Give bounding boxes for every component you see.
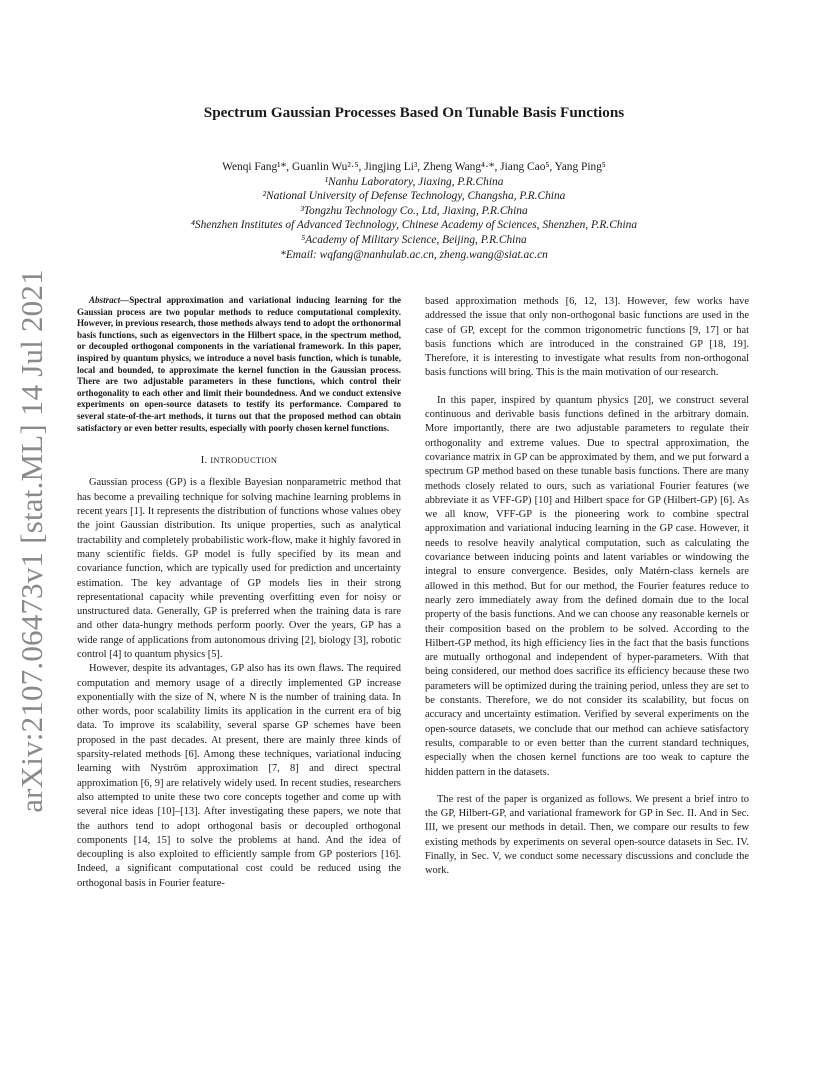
body-paragraph: The rest of the paper is organized as follows. We present a brief intro to the GP, Hilbert-GP, and variational framework for GP in Sec. II. And in Sec. III, we present our methods in detail. Then, we compare our results to few existing methods by experiments on several open-source datasets in Sec. IV. Finally, in Sec. V, we conduct some necessary discussions and conclude the work. — [425, 793, 749, 877]
section-heading-text: INTRODUCTION — [210, 456, 278, 466]
body-paragraph: In this paper, inspired by quantum physics [20], we construct several continuous and derivable basis functions defined in the arbitrary domain. More importantly, there are two adjustable parameters to regulate their orthogonality and extreme values. Due to spectral approximation, the covariance matrix in GP can be approximated by them, and we put forward a spectrum GP method based on these tunable basis functions. There are many methods closely related to ours, such as variational Fourier features (we abbreviate it as VFF-GP) [10] and Hilbert space for GP (Hilbert-GP) [6]. As we all know, VFF-GP is the pioneering work to combine spectral approximation and variational inducing learning in the GP case. However, it needs to resolve heavily analytical computation, such as calculating the covariance between inducing points and latent variables or windowing the integral to ensure convergence. Besides, only Matérn-class kernels are allowed in this method. But for our method, the Fourier features reduce to nearly zero immediately away from the defined domain due to the local property of the basis functions. And we can choose any reasonable kernels or their composition based on the problem to be solved. According to the Hilbert-GP method, its high efficiency lies in the fact that the basis functions are mutually orthogonal and independent of hyper-parameters. With that being considered, our method does sacrifice its efficiency because these two parameters will be optimized during the training period, unless they are set to be constants. Therefore, we do not consider its scalability, but focus on accuracy and uncertainty estimation. Verified by several experiments on the open-source datasets, we conclude that our method can achieve satisfactory results, comparable to or even better than the current standard techniques, especially when the chosen kernel functions are too weak to capture the hidden pattern in the datasets. — [425, 394, 749, 778]
contact-email: *Email: wqfang@nanhulab.ac.cn, zheng.wang@siat.ac.cn — [280, 248, 548, 261]
right-column — [425, 295, 749, 879]
affiliation-4: ⁴Shenzhen Institutes of Advanced Technology, Chinese Academy of Sciences, Shenzhen, P.R.China — [190, 219, 638, 232]
abstract-lead: Abstract — [89, 295, 121, 305]
intro-paragraph: Gaussian process (GP) is a flexible Bayesian nonparametric method that has become a prevailing technique for solving machine learning problems in recent years [1]. It represents the distribution of functions whose values obey the joint Gaussian distribution. Its unique properties, such as analytical tractability and completely probabilistic work-flow, make it highly favored in many scientific fields. GP model is fully specified by its mean and covariance function, which are typically used for prediction and uncertainty estimation. The key advantage of GP models lies in their strong representational capacity while preventing overfitting even for noisy or unstructured data. Generally, GP is preferred when the training data is rare and other data-hungry methods perform poorly. Over the years, GP has a wide range of applications from autonomous driving [2], biology [3], robotic control [4] to quantum physics [5]. — [77, 477, 401, 660]
affiliation-5: ⁵Academy of Military Science, Beijing, P.R.China — [301, 233, 527, 246]
paper-title: Spectrum Gaussian Processes Based On Tunable Basis Functions — [203, 104, 625, 121]
author-block — [0, 160, 828, 262]
affiliation-2: ²National University of Defense Technology, Changsha, P.R.China — [262, 190, 566, 203]
affiliation-3: ³Tongzhu Technology Co., Ltd, Jiaxing, P.R.China — [300, 204, 528, 217]
abstract-text: —Spectral approximation and variational inducing learning for the Gaussian process are two popular methods to reduce computational complexity. However, in previous research, those methods always tend to adopt the orthonormal basis functions, such as eigenvectors in the Hilbert space, in the spectrum method, or decoupled orthogonal components in the variational framework. In this paper, inspired by quantum physics, we introduce a novel basis function, which is tunable, local and bounded, to approximate the kernel function in the Gaussian process. There are two adjustable parameters in these functions, which control their orthogonality to each other and limit their boundedness. And we conduct extensive experiments on open-source datasets to testify its performance. Compared to several state-of-the-art methods, it turns out that the proposed method can obtain satisfactory or even better results, especially with poorly chosen kernel functions. — [77, 295, 401, 433]
intro-paragraph: However, despite its advantages, GP also has its own flaws. The required computation and memory usage of a directly implemented GP increase exponentially with the size of N, where N is the number of training data. In other words, poor scalability limits its application in the current era of big data. To improve its scalability, several sparse GP schemes have been proposed in the past decades. At present, there are mainly three kinds of sparsity-related methods [6]. Among these techniques, variational inducing learning with Nyström approximation [7, 8] and direct spectral approximation [6, 9] are relatively widely used. In recent studies, researchers also attempted to unite these two core concepts together and come up with several nice ideas [10]–[13]. After investigating these papers, we note that the authors tend to adopt orthogonal basis or decoupled orthogonal components [14, 15] to solve the problems at hand. And the idea of decoupling is also exploited to efficiently sample from GP posteriors [16]. Indeed, a significant computational cost could be reduced using the orthogonal basis in Fourier feature- — [77, 663, 401, 889]
affiliation-1: ¹Nanhu Laboratory, Jiaxing, P.R.China — [324, 175, 504, 188]
section-heading-introduction: I. INTRODUCTION — [200, 455, 278, 467]
arxiv-stamp: arXiv:2107.06473v1 [stat.ML] 14 Jul 2021 — [14, 269, 49, 813]
body-paragraph: based approximation methods [6, 12, 13]. However, few works have addressed the issue that only non-orthogonal basic functions are used in the case of GP, except for the common trigonometric functions [9, 17] or hat basis functions which are introduced in the constrained GP [18, 19]. Therefore, it is interesting to investigate what results from non-orthogonal basis functions will bring. This is the main motivation of our research. — [425, 296, 749, 379]
abstract — [77, 295, 401, 434]
left-column — [77, 295, 401, 891]
author-list: Wenqi Fang¹*, Guanlin Wu²·⁵, Jingjing Li³, Zheng Wang⁴·*, Jiang Cao⁵, Yang Ping⁵ — [222, 161, 606, 173]
